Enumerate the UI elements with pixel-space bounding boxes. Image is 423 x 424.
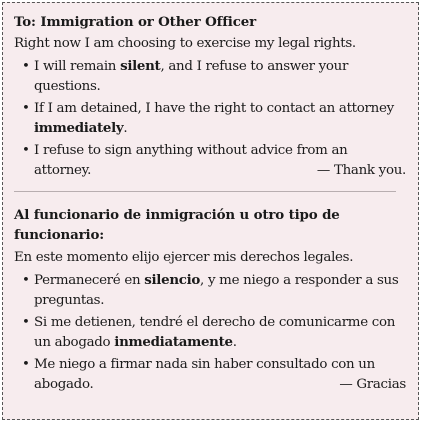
right-text-bold: silent: [120, 58, 161, 74]
spanish-intro: En este momento elijo ejercer mis derechos legales.: [14, 250, 354, 265]
spanish-heading: Al funcionario de inmigración u otro tipo de funcionario:: [14, 207, 340, 243]
spanish-signoff: — Gracias: [339, 376, 406, 392]
right-text-pre: I refuse to sign anything without advice from an attorney.: [34, 143, 348, 178]
right-text-post: , y me niego a responder a sus preguntas.: [34, 273, 399, 308]
english-right-attorney: [14, 99, 406, 138]
right-text-pre: I will remain: [34, 59, 121, 74]
right-text-pre: Me niego a firmar nada sin haber consultado con un abogado.: [34, 357, 375, 392]
spanish-rights-list: [14, 271, 406, 394]
right-text-pre: If I am detained, I have the right to contact an attorney: [34, 101, 394, 116]
bullet-icon: •: [22, 143, 30, 158]
bullet-icon: •: [22, 101, 30, 116]
english-section: [14, 13, 406, 180]
english-intro: Right now I am choosing to exercise my legal rights.: [14, 36, 356, 51]
bullet-icon: •: [22, 273, 30, 288]
english-right-silent: [14, 57, 406, 96]
rights-card: [2, 2, 419, 420]
spanish-section: [14, 205, 406, 394]
bullet-icon: •: [22, 357, 30, 372]
bullet-icon: •: [22, 59, 30, 74]
bullet-icon: •: [22, 315, 30, 330]
right-text-pre: Permaneceré en: [34, 273, 145, 288]
section-divider: [14, 191, 396, 192]
right-text-post: .: [232, 334, 237, 350]
english-right-refuse-sign: [14, 141, 406, 180]
right-text-pre: Si me detienen, tendré el derecho de comunicarme con un abogado: [34, 315, 396, 350]
right-text-bold: immediately: [34, 119, 124, 136]
english-rights-list: [14, 57, 406, 180]
right-text-bold: inmediatamente: [114, 333, 233, 350]
english-heading: To: Immigration or Other Officer: [14, 14, 257, 30]
spanish-right-refuse-sign: [14, 355, 406, 394]
right-text-bold: silencio: [144, 272, 201, 288]
spanish-right-silent: [14, 271, 406, 310]
right-text-post: , and I refuse to answer your questions.: [34, 59, 349, 94]
right-text-post: .: [123, 120, 128, 136]
spanish-right-attorney: [14, 313, 406, 352]
english-signoff: — Thank you.: [316, 162, 406, 178]
